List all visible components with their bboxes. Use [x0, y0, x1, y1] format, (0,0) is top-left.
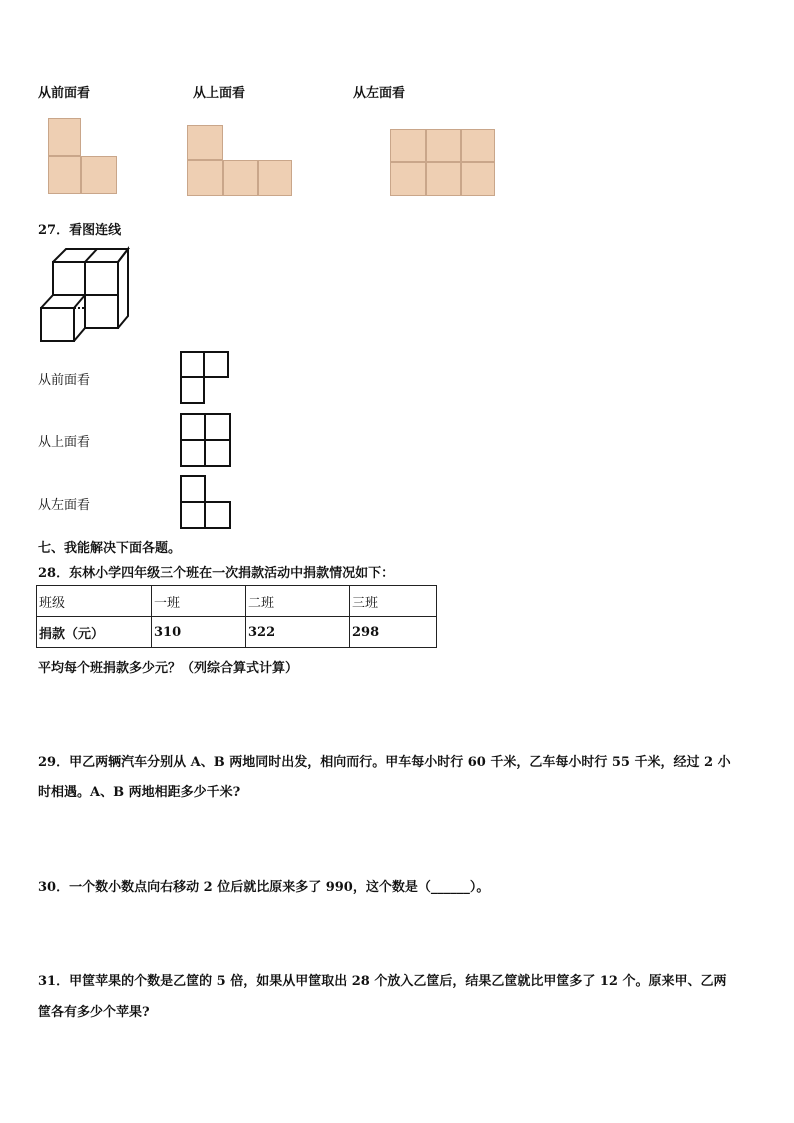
- front-view-label: 从前面看: [38, 86, 91, 101]
- q28-question: 平均每个班捐款多少元？（列综合算式计算）: [38, 661, 299, 676]
- q30-text: 30．一个数小数点向右移动 2 位后就比原来多了 990，这个数是（______）。: [38, 880, 490, 895]
- table-row: [37, 586, 437, 617]
- grid-option-1[interactable]: [180, 351, 230, 405]
- table-header-cell: 一班: [152, 586, 246, 617]
- block-square: [390, 129, 426, 162]
- q29-line1: 29．甲乙两辆汽车分别从 A、B 两地同时出发，相向而行。甲车每小时行 60 千米，乙车每小时行 55 千米，经过 2 小: [38, 755, 731, 770]
- block-square: [187, 125, 223, 160]
- block-square: [258, 160, 292, 196]
- table-cell: 322: [246, 617, 350, 648]
- grid-option-3[interactable]: [180, 475, 232, 531]
- table-header-cell: 三班: [350, 586, 437, 617]
- grid-option-2[interactable]: [180, 413, 232, 469]
- q28-title: 28．东林小学四年级三个班在一次捐款活动中捐款情况如下：: [38, 566, 395, 581]
- block-square: [461, 162, 495, 196]
- block-square: [81, 156, 117, 194]
- q27-top-label: 从上面看: [38, 435, 91, 450]
- block-square: [48, 156, 81, 194]
- block-square: [48, 118, 81, 156]
- block-square: [426, 162, 461, 196]
- q27-left-label: 从左面看: [38, 498, 91, 513]
- table-cell: 捐款（元）: [37, 617, 152, 648]
- cube-stack-figure: [38, 246, 132, 344]
- table-header-cell: 班级: [37, 586, 152, 617]
- block-square: [390, 162, 426, 196]
- donation-table: [36, 585, 437, 648]
- q31-line1: 31．甲筐苹果的个数是乙筐的 5 倍，如果从甲筐取出 28 个放入乙筐后，结果乙筐就比甲筐多了 12 个。原来甲、乙两: [38, 974, 727, 989]
- q27-title: 27．看图连线: [38, 223, 122, 238]
- top-view-label: 从上面看: [193, 86, 246, 101]
- block-square: [223, 160, 258, 196]
- section-7-title: 七、我能解决下面各题。: [38, 541, 182, 556]
- table-row: [37, 617, 437, 648]
- left-view-label: 从左面看: [353, 86, 406, 101]
- block-square: [187, 160, 223, 196]
- q27-front-label: 从前面看: [38, 373, 91, 388]
- q31-line2: 筐各有多少个苹果?: [38, 1005, 150, 1020]
- table-cell: 298: [350, 617, 437, 648]
- block-square: [426, 129, 461, 162]
- q29-line2: 时相遇。A、B 两地相距多少千米?: [38, 785, 241, 800]
- table-header-cell: 二班: [246, 586, 350, 617]
- table-cell: 310: [152, 617, 246, 648]
- block-square: [461, 129, 495, 162]
